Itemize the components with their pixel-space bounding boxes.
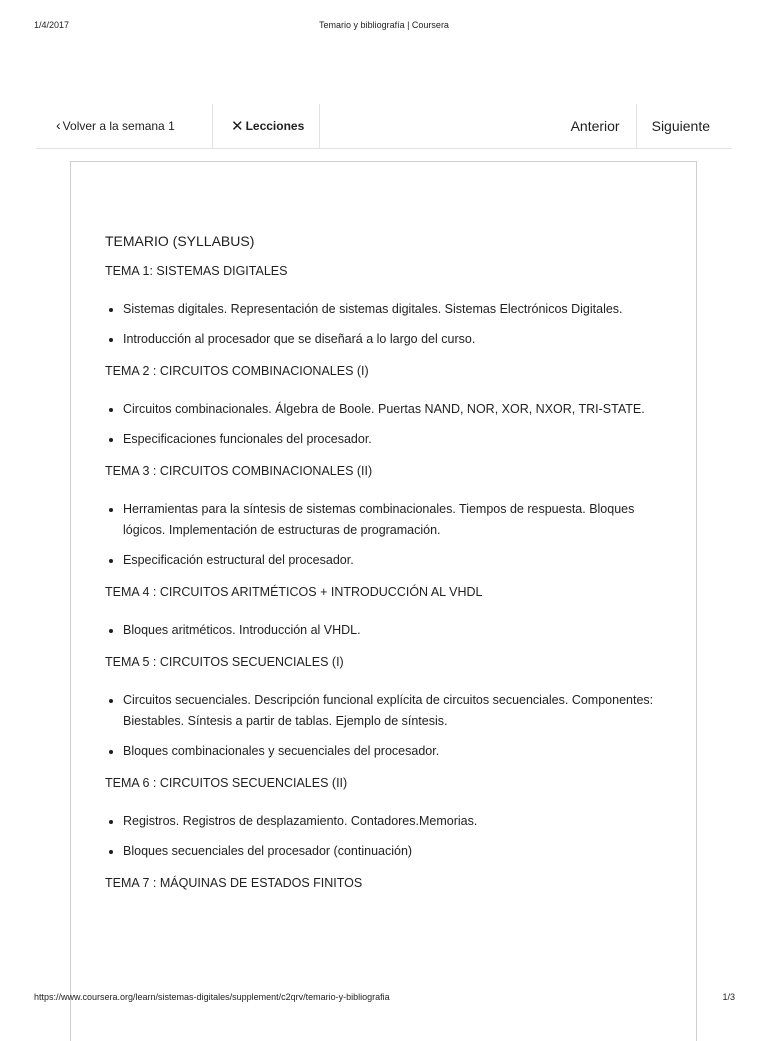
topic-point: • Herramientas para la síntesis de sistemas combinacionales. Tiempos de respuesta. Bloques lógicos. Implementación de estructuras de programación. (123, 499, 675, 541)
topic-point: • Especificación estructural del procesador. (123, 550, 675, 571)
topic-point: • Bloques secuenciales del procesador (continuación) (123, 841, 675, 862)
lessons-toggle-button[interactable] (213, 104, 320, 148)
topic-point: • Registros. Registros de desplazamiento. Contadores.Memorias. (123, 811, 675, 832)
nav-right-group (555, 104, 732, 148)
close-icon: ✕ (231, 118, 244, 135)
topic-heading: TEMA 1: SISTEMAS DIGITALES (105, 264, 288, 278)
topic-heading: TEMA 2 : CIRCUITOS COMBINACIONALES (I) (105, 364, 369, 378)
topic-heading: TEMA 6 : CIRCUITOS SECUENCIALES (II) (105, 776, 348, 790)
syllabus-content (105, 232, 675, 892)
topic-points-list (105, 399, 675, 450)
topic-point: • Circuitos secuenciales. Descripción funcional explícita de circuitos secuenciales. Componentes: Biestables. Síntesis a partir de tablas. Ejemplo de síntesis. (123, 690, 675, 732)
topic-points-list (105, 690, 675, 762)
topic-heading: TEMA 5 : CIRCUITOS SECUENCIALES (I) (105, 655, 344, 669)
topic-point: • Introducción al procesador que se diseñará a lo largo del curso. (123, 329, 675, 350)
topic-heading: TEMA 3 : CIRCUITOS COMBINACIONALES (II) (105, 464, 373, 478)
back-to-week-label: Volver a la semana 1 (62, 119, 175, 133)
lesson-navbar (36, 104, 732, 149)
content-panel (70, 161, 697, 1041)
previous-button[interactable]: Anterior (555, 104, 637, 148)
topic-points-list (105, 299, 675, 350)
topics-list (105, 262, 675, 892)
topic-point: • Especificaciones funcionales del procesador. (123, 429, 675, 450)
topic-point: • Bloques aritméticos. Introducción al VHDL. (123, 620, 675, 641)
lessons-label: Lecciones (245, 119, 305, 133)
topic-point: • Sistemas digitales. Representación de sistemas digitales. Sistemas Electrónicos Digitales. (123, 299, 675, 320)
topic-point: • Circuitos combinacionales. Álgebra de Boole. Puertas NAND, NOR, XOR, NXOR, TRI-STATE. (123, 399, 675, 420)
print-date: 1/4/2017 (34, 20, 70, 30)
print-page-title: Temario y bibliografía | Coursera (319, 20, 449, 30)
topic-heading: TEMA 7 : MÁQUINAS DE ESTADOS FINITOS (105, 876, 363, 890)
syllabus-title: TEMARIO (SYLLABUS) (105, 233, 255, 249)
nav-left-group (36, 104, 320, 148)
topic-points-list (105, 811, 675, 862)
print-header (0, 0, 768, 40)
topic-heading: TEMA 4 : CIRCUITOS ARITMÉTICOS + INTRODUCCIÓN AL VHDL (105, 585, 483, 599)
topic-points-list (105, 499, 675, 571)
chevron-left-icon: ‹ (56, 117, 61, 133)
next-button[interactable]: Siguiente (651, 118, 710, 134)
back-to-week-link[interactable] (36, 104, 213, 148)
print-footer (0, 990, 768, 1010)
print-url: https://www.coursera.org/learn/sistemas-digitales/supplement/c2qrv/temario-y-bibliografia (34, 992, 390, 1002)
topic-point: • Bloques combinacionales y secuenciales del procesador. (123, 741, 675, 762)
topic-points-list (105, 620, 675, 641)
print-page-number: 1/3 (722, 992, 735, 1002)
